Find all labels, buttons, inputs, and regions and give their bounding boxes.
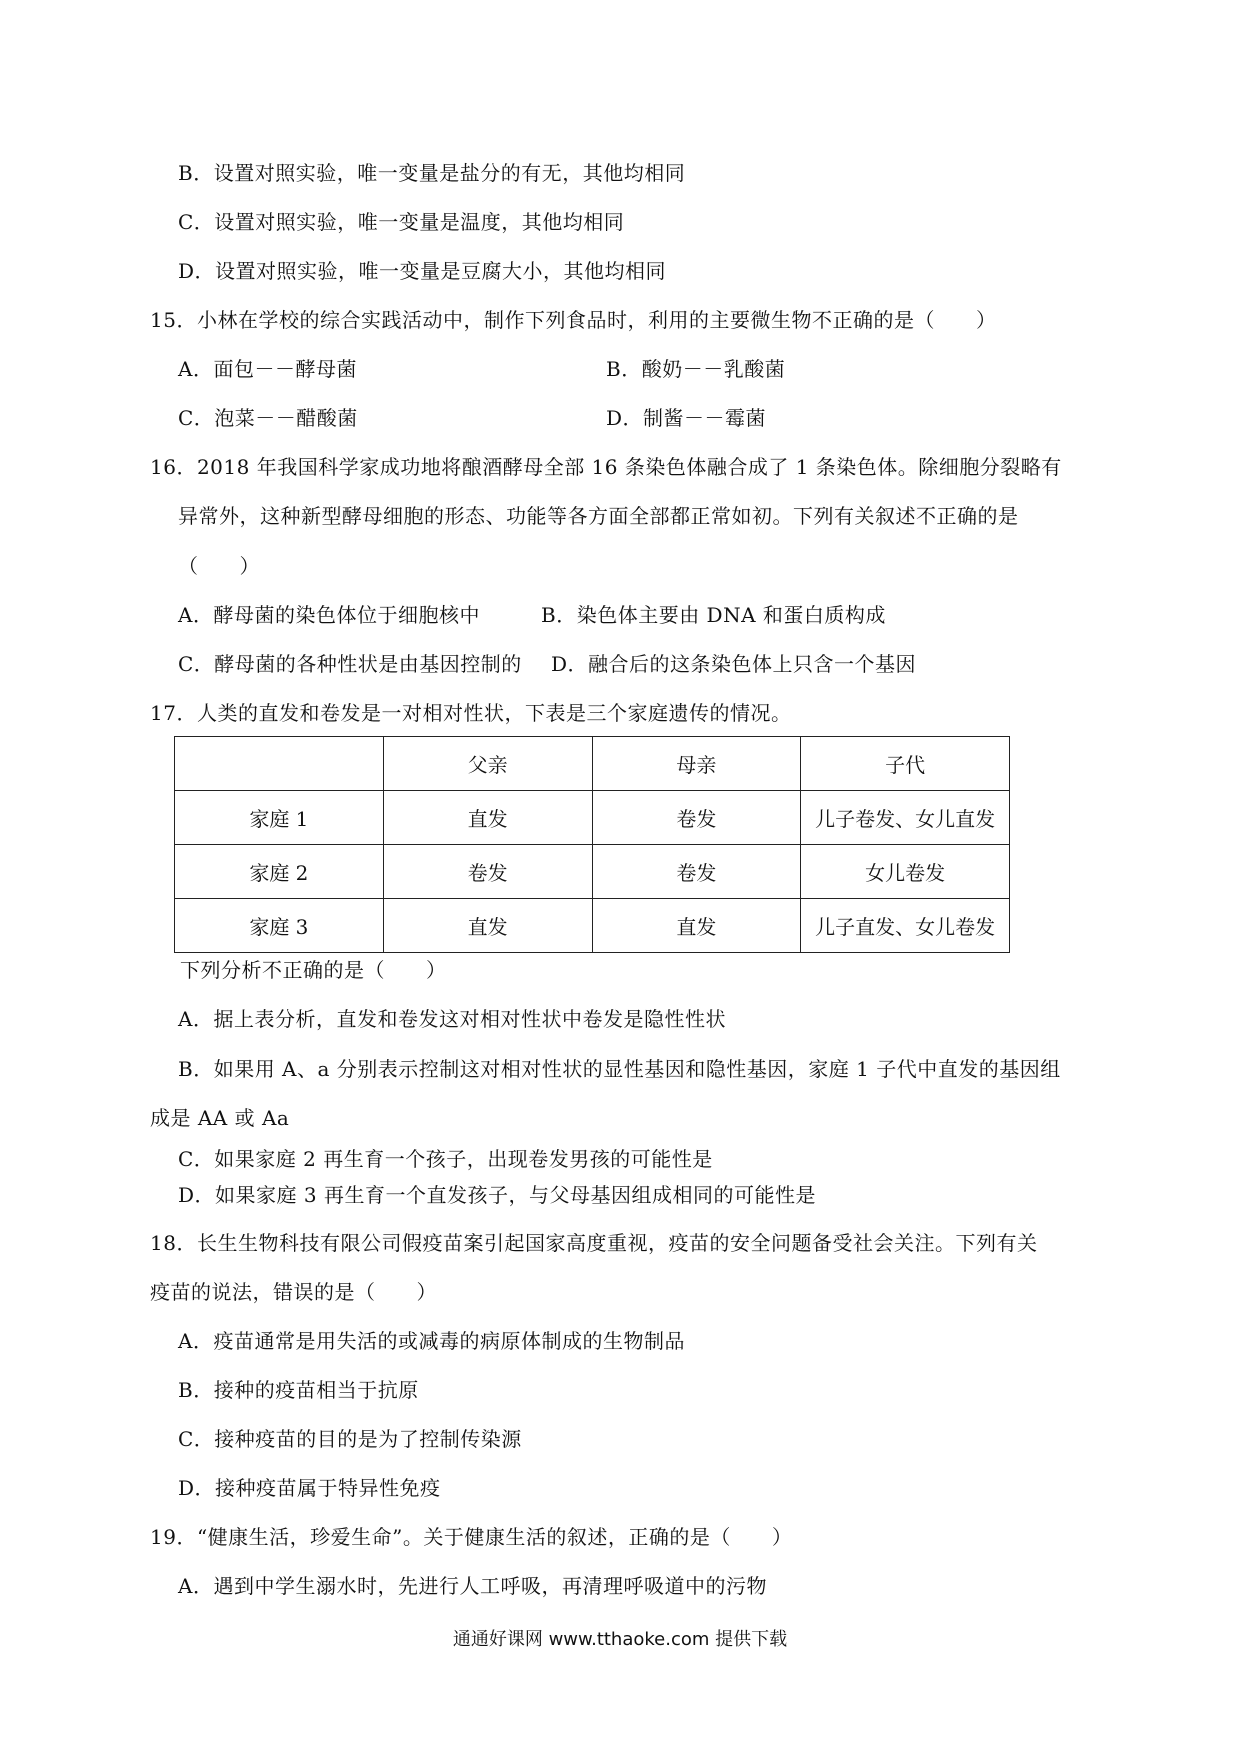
table-cell: 卷发 — [383, 845, 592, 899]
question-18-stem-line1: 18．长生生物科技有限公司假疫苗案引起国家高度重视，疫苗的安全问题备受社会关注。下列有关 — [150, 1231, 1038, 1255]
q17-option-c: C．如果家庭 2 再生育一个孩子，出现卷发男孩的可能性是 — [178, 1147, 713, 1171]
question-19-stem: 19．“健康生活，珍爱生命”。关于健康生活的叙述，正确的是（ ） — [150, 1525, 793, 1549]
table-header-cell — [175, 737, 384, 791]
q16-option-c: C．酵母菌的各种性状是由基因控制的 — [178, 652, 522, 676]
q17-option-b-line1: B．如果用 A、a 分别表示控制这对相对性状的显性基因和隐性基因，家庭 1 子代中直发的基因组 — [178, 1057, 1061, 1081]
table-row — [175, 845, 1010, 899]
q15-option-b: B．酸奶－－乳酸菌 — [606, 357, 786, 381]
q16-option-a: A．酵母菌的染色体位于细胞核中 — [178, 603, 480, 627]
q15-option-c: C．泡菜－－醋酸菌 — [178, 406, 358, 430]
table-row — [175, 899, 1010, 953]
question-16-stem-line2: 异常外，这种新型酵母细胞的形态、功能等各方面全部都正常如初。下列有关叙述不正确的是 — [178, 504, 1019, 528]
page-footer: 通通好课网 www.tthaoke.com 提供下载 — [452, 1629, 788, 1650]
option-d: D．设置对照实验，唯一变量是豆腐大小，其他均相同 — [178, 259, 667, 283]
table-cell: 家庭 3 — [175, 899, 384, 953]
table-header-cell: 父亲 — [383, 737, 592, 791]
question-15-stem: 15．小林在学校的综合实践活动中，制作下列食品时，利用的主要微生物不正确的是（ ） — [150, 308, 997, 332]
q16-option-d: D．融合后的这条染色体上只含一个基因 — [551, 652, 917, 676]
table-cell: 女儿卷发 — [801, 845, 1010, 899]
q18-option-c: C．接种疫苗的目的是为了控制传染源 — [178, 1427, 522, 1451]
question-17-stem: 17．人类的直发和卷发是一对相对性状，下表是三个家庭遗传的情况。 — [150, 701, 792, 725]
table-cell: 卷发 — [592, 845, 801, 899]
table-cell: 直发 — [383, 899, 592, 953]
table-cell: 家庭 1 — [175, 791, 384, 845]
question-16-stem-line3: （ ） — [178, 554, 260, 578]
table-cell: 直发 — [592, 899, 801, 953]
table-cell: 儿子卷发、女儿直发 — [801, 791, 1010, 845]
q18-option-b: B．接种的疫苗相当于抗原 — [178, 1378, 419, 1402]
table-header-cell: 子代 — [801, 737, 1010, 791]
table-header-row — [175, 737, 1010, 791]
option-b: B．设置对照实验，唯一变量是盐分的有无，其他均相同 — [178, 161, 686, 185]
table-cell: 家庭 2 — [175, 845, 384, 899]
q17-option-a: A．据上表分析，直发和卷发这对相对性状中卷发是隐性性状 — [178, 1007, 726, 1031]
table-row — [175, 791, 1010, 845]
q15-option-d: D．制酱－－霉菌 — [606, 406, 767, 430]
table-cell: 卷发 — [592, 791, 801, 845]
q18-option-a: A．疫苗通常是用失活的或减毒的病原体制成的生物制品 — [178, 1329, 685, 1353]
q19-option-a: A．遇到中学生溺水时，先进行人工呼吸，再清理呼吸道中的污物 — [178, 1574, 767, 1598]
q15-option-a: A．面包－－酵母菌 — [178, 357, 357, 381]
q17-option-d: D．如果家庭 3 再生育一个直发孩子，与父母基因组成相同的可能性是 — [178, 1183, 816, 1207]
table-cell: 直发 — [383, 791, 592, 845]
table-cell: 儿子直发、女儿卷发 — [801, 899, 1010, 953]
question-17-sub: 下列分析不正确的是（ ） — [180, 958, 447, 982]
q16-option-b: B．染色体主要由 DNA 和蛋白质构成 — [541, 603, 886, 627]
question-18-stem-line2: 疫苗的说法，错误的是（ ） — [150, 1280, 437, 1304]
option-c: C．设置对照实验，唯一变量是温度，其他均相同 — [178, 210, 625, 234]
q17-option-b-line2: 成是 AA 或 Aa — [150, 1106, 290, 1130]
q18-option-d: D．接种疫苗属于特异性免疫 — [178, 1476, 441, 1500]
table-header-cell: 母亲 — [592, 737, 801, 791]
question-16-stem-line1: 16．2018 年我国科学家成功地将酿酒酵母全部 16 条染色体融合成了 1 条染色体。除细胞分裂略有 — [150, 455, 1062, 479]
heredity-table — [174, 736, 1010, 953]
